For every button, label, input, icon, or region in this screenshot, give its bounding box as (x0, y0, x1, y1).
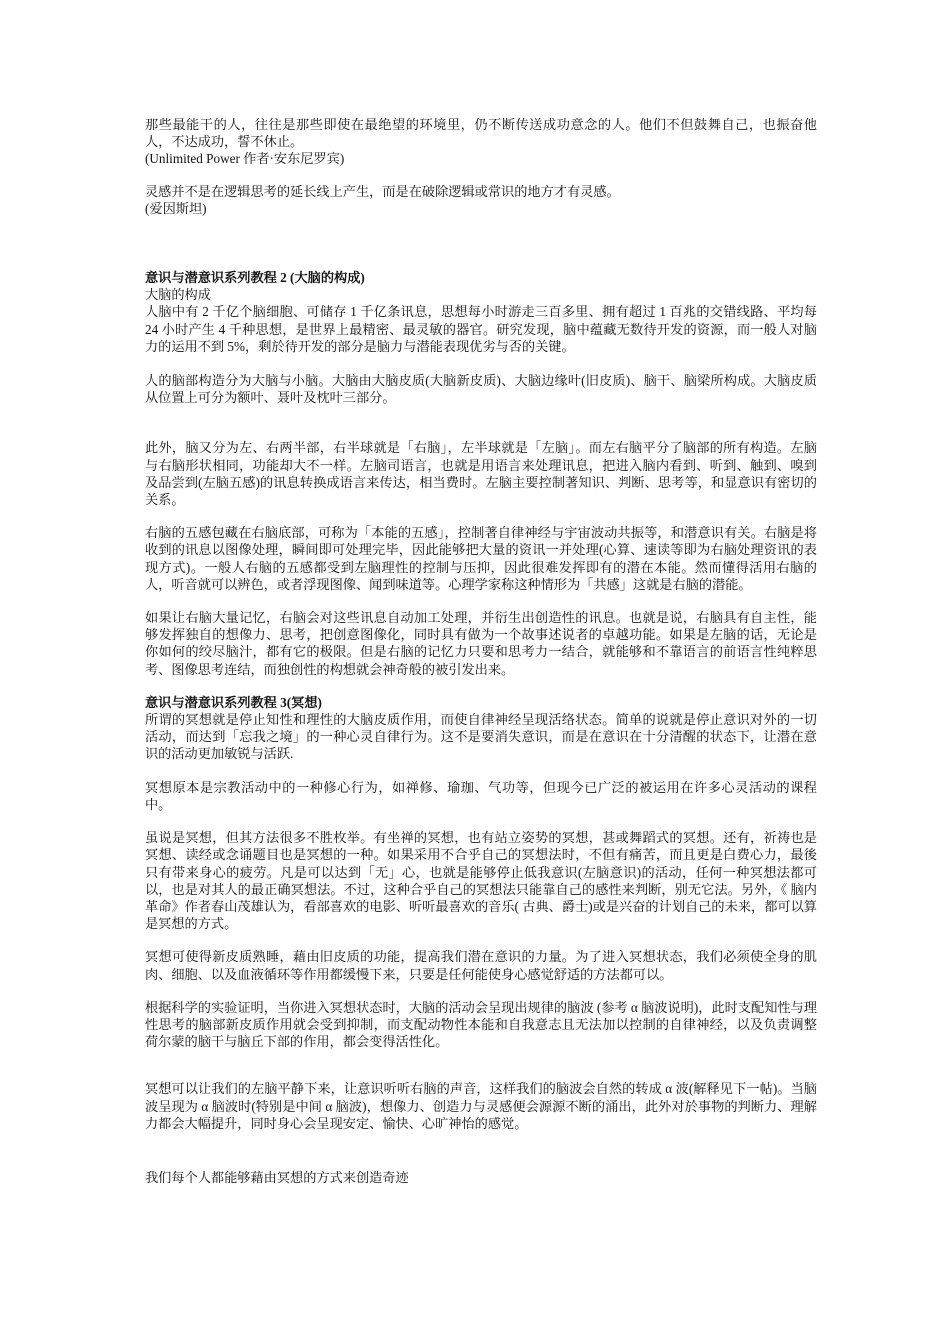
quote-source: (爱因斯坦) (145, 200, 207, 216)
quote-source: (Unlimited Power 作者·安东尼罗宾) (145, 151, 345, 167)
paragraph: 冥想原本是宗教活动中的一种修心行为，如禅修、瑜珈、气功等，但现今已广泛的被运用在许多心灵活动的课程中。 (145, 779, 817, 812)
paragraph: 人脑中有 2 千亿个脑细胞、可储存 1 千亿条讯息，思想每小时游走三百多里、拥有超过 1 百兆的交错线路、平均每 24 小时产生 4 千种思想，是世界上最精密、最灵敏的器官。研究发现，脑中蕴藏无数待开发的资源，而一般人对脑力的运用不到 5%，剩於待开发的部分是脑力与潜能表现优劣与否的关键。 (145, 304, 817, 354)
paragraph: 如果让右脑大量记忆，右脑会对这些讯息自动加工处理，并衍生出创造性的讯息。也就是说，右脑具有自主性，能够发挥独自的想像力、思考，把创意图像化，同时具有做为一个故事述说者的卓越功能。如果是左脑的话，无论是你如何的绞尽脑汁，都有它的极限。但是右脑的记忆力只要和思考力一结合，就能够和不靠语言的前语言性纯粹思考、图像思考连结，而独创性的构想就会神奇般的被引发出来。 (145, 610, 817, 677)
section-heading: 意识与潜意识系列教程 2 (大脑的构成) (145, 270, 365, 286)
paragraph: 虽说是冥想，但其方法很多不胜枚举。有坐禅的冥想，也有站立姿势的冥想，甚或舞蹈式的冥想。还有，祈祷也是冥想、读经或念诵题目也是冥想的一种。如果采用不合乎自己的冥想法时，不但有痛苦，而且更是白费心力，最後只有带来身心的疲劳。凡是可以达到「无」心，也就是能够停止低我意识(左脑意识)的活动，任何一种冥想法都可以，也是对其人的最正确冥想法。不过，这种合乎自己的冥想法只能靠自己的感性来判断，别无它法。另外，《 脑内革命》作者春山茂雄认为，看部喜欢的电影、听听最喜欢的音乐( 古典、爵士)或是兴奋的计划自己的未来，都可以算是冥想的方式。 (145, 830, 817, 932)
paragraph: 根据科学的实验证明，当你进入冥想状态时，大脑的活动会呈现出规律的脑波 (参考 α 脑波说明)，此时支配知性与理性思考的脑部新皮质作用就会受到抑制，而支配动物性本能和自我意志且无法加以控制的自律神经，以及负责调整荷尔蒙的脑干与脑丘下部的作用，都会变得活性化。 (145, 999, 817, 1050)
paragraph: 冥想可使得新皮质熟睡，藉由旧皮质的功能，提高我们潜在意识的力量。为了进入冥想状态，我们必须使全身的肌肉、细胞、以及血液循环等作用都缓慢下来，只要是任何能使身心感觉舒适的方法都可以。 (145, 949, 817, 982)
section-heading: 意识与潜意识系列教程 3(冥想) (145, 694, 322, 710)
quote-text: 那些最能干的人，往往是那些即使在最绝望的环境里，仍不断传送成功意念的人。他们不但鼓舞自己，也振奋他人，不达成功，誓不休止。 (145, 117, 817, 150)
paragraph: 此外，脑又分为左、右两半部，右半球就是「右脑」，左半球就是「左脑」。而左右脑平分了脑部的所有构造。左脑与右脑形状相同，功能却大不一样。左脑司语言，也就是用语言来处理讯息，把进入脑内看到、听到、触到、嗅到及品尝到(左脑五感)的讯息转换成语言来传达，相当费时。左脑主要控制著知识、判断、思考等，和显意识有密切的关系。 (145, 440, 817, 508)
quote-text: 灵感并不是在逻辑思考的延长线上产生，而是在破除逻辑或常识的地方才有灵感。 (145, 183, 620, 199)
document-body (145, 116, 817, 1186)
paragraph: 所谓的冥想就是停止知性和理性的大脑皮质作用，而使自律神经呈现活络状态。简单的说就是停止意识对外的一切活动，而达到「忘我之境」的一种心灵自律行为。这不是要消失意识，而是在意识在十分清醒的状态下，让潜在意识的活动更加敏锐与活跃. (145, 712, 817, 762)
paragraph: 人的脑部构造分为大脑与小脑。大脑由大脑皮质(大脑新皮质)、大脑边缘叶(旧皮质)、脑干、脑梁所构成。大脑皮质从位置上可分为额叶、聂叶及枕叶三部分。 (145, 373, 817, 406)
paragraph: 我们每个人都能够藉由冥想的方式来创造奇迹 (145, 1169, 409, 1185)
paragraph: 冥想可以让我们的左脑平静下来，让意识听听右脑的声音，这样我们的脑波会自然的转成 α 波(解释见下一帖)。当脑波呈现为 α 脑波时(特别是中间 α 脑波)，想像力、创造力与灵感便会源源不断的涌出，此外对於事物的判断力、理解力都会大幅提升，同时身心会呈现安定、愉快、心旷神怡的感觉。 (145, 1081, 817, 1131)
paragraph: 右脑的五感包藏在右脑底部，可称为「本能的五感」，控制著自律神经与宇宙波动共振等，和潜意识有关。右脑是将收到的讯息以图像处理，瞬间即可处理完毕，因此能够把大量的资讯一并处理(心算、速读等即为右脑处理资讯的表现方式)。一般人右脑的五感都受到左脑理性的控制与压抑，因此很难发挥即有的潜在本能。然而懂得活用右脑的人，听音就可以辨色，或者浮现图像、闻到味道等。心理学家称这种情形为「共感」这就是右脑的潜能。 (145, 525, 817, 592)
section-subheading: 大脑的构成 (145, 287, 211, 303)
